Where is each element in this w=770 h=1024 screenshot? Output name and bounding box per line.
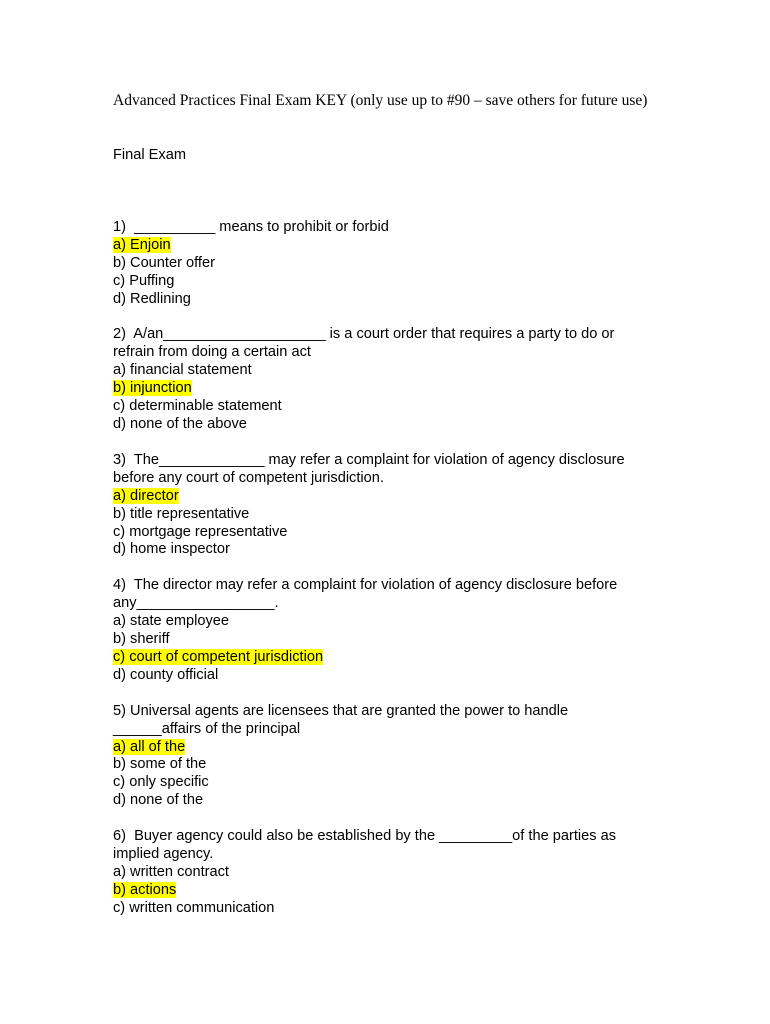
question-6-option-c: c) written communication xyxy=(113,899,275,916)
question-5-options xyxy=(113,739,673,811)
question-3-option-c: c) mortgage representative xyxy=(113,523,288,540)
question-6-option-b xyxy=(113,882,673,900)
exam-content xyxy=(113,147,673,936)
question-2 xyxy=(113,326,673,433)
document-title: Advanced Practices Final Exam KEY (only use up to #90 – save others for future use) xyxy=(113,92,648,109)
question-4-text-line-1: 4) The director may refer a complaint for violation of agency disclosure before xyxy=(113,577,618,594)
question-2-option-b xyxy=(113,380,673,398)
question-5-option-d: d) none of the xyxy=(113,792,204,809)
question-3-text-line-1: 3) The_____________ may refer a complaint for violation of agency disclosure xyxy=(113,451,625,468)
question-5-option-b: b) some of the xyxy=(113,756,207,773)
question-6-option-a: a) written contract xyxy=(113,864,229,880)
question-5-text-line-1: 5) Universal agents are licensees that are granted the power to handle xyxy=(113,702,569,719)
correct-answer-highlight: a) director xyxy=(113,487,179,504)
correct-answer-highlight: b) injunction xyxy=(113,380,192,397)
question-6 xyxy=(113,828,673,918)
question-3-option-a xyxy=(113,488,673,506)
question-4-option-b: b) sheriff xyxy=(113,631,170,648)
question-1-options xyxy=(113,237,673,309)
question-2-options xyxy=(113,362,673,434)
question-5-option-c: c) only specific xyxy=(113,774,209,791)
question-5-option-a xyxy=(113,739,673,757)
question-4-text-line-2: any_________________. xyxy=(113,595,279,612)
question-6-text-line-1: 6) Buyer agency could also be established by the _________of the parties as xyxy=(113,828,617,845)
question-2-option-c: c) determinable statement xyxy=(113,398,282,415)
question-3-option-d: d) home inspector xyxy=(113,541,230,558)
question-4-option-d: d) county official xyxy=(113,666,219,683)
correct-answer-highlight: c) court of competent jurisdiction xyxy=(113,648,324,665)
question-1-option-d: d) Redlining xyxy=(113,290,191,307)
question-3-options xyxy=(113,488,673,560)
section-heading: Final Exam xyxy=(113,147,186,163)
question-5-text-line-2: ______affairs of the principal xyxy=(113,720,301,737)
question-2-text-line-1: 2) A/an____________________ is a court order that requires a party to do or xyxy=(113,326,615,343)
question-2-option-d: d) none of the above xyxy=(113,415,247,432)
question-1-option-a xyxy=(113,237,673,255)
question-4-option-c xyxy=(113,649,673,667)
question-3-text-line-2: before any court of competent jurisdiction. xyxy=(113,469,384,486)
question-1-option-b: b) Counter offer xyxy=(113,254,215,271)
question-2-option-a: a) financial statement xyxy=(113,362,252,379)
correct-answer-highlight: a) all of the xyxy=(113,738,186,755)
question-3 xyxy=(113,452,673,559)
question-1-option-c: c) Puffing xyxy=(113,272,175,289)
correct-answer-highlight: a) Enjoin xyxy=(113,236,171,253)
question-6-text-line-2: implied agency. xyxy=(113,846,214,863)
question-5 xyxy=(113,703,673,810)
question-1-text: 1) __________ means to prohibit or forbid xyxy=(113,218,389,235)
question-3-option-b: b) title representative xyxy=(113,505,250,522)
question-4-option-a: a) state employee xyxy=(113,613,230,630)
correct-answer-highlight: b) actions xyxy=(113,881,177,898)
question-4 xyxy=(113,577,673,684)
question-4-options xyxy=(113,613,673,685)
question-6-options xyxy=(113,864,673,918)
question-1 xyxy=(113,219,673,309)
question-2-text-line-2: refrain from doing a certain act xyxy=(113,344,311,361)
